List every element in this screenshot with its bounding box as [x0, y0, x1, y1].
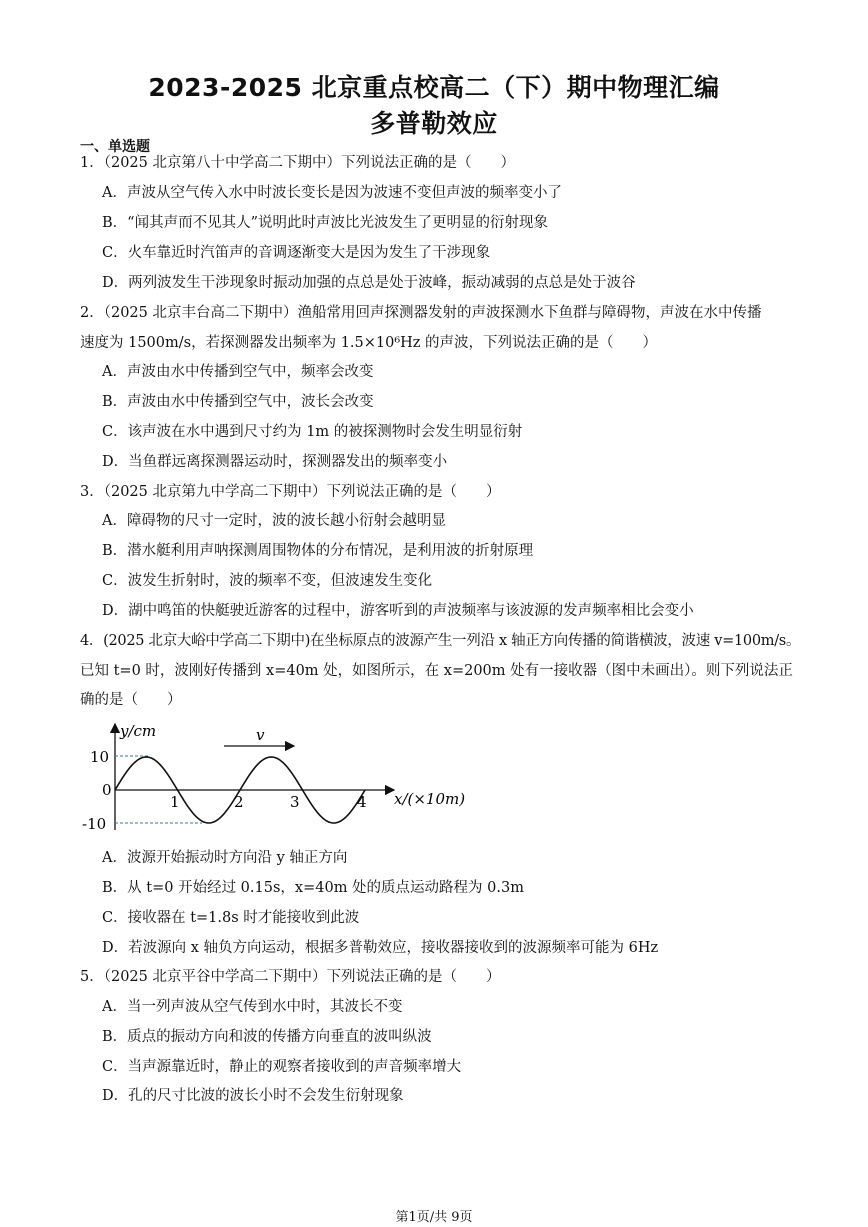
question-1-option-b: B．“闻其声而不见其人”说明此时声波比光波发生了更明显的衍射现象	[102, 215, 548, 231]
question-4-option-c: C．接收器在 t=1.8s 时才能接收到此波	[102, 910, 360, 926]
velocity-label: v	[256, 726, 265, 744]
question-3-stem: 3．（2025 北京第九中学高二下期中）下列说法正确的是（ ）	[80, 484, 501, 500]
question-2-stem-line1: 2．（2025 北京丰台高二下期中）渔船常用回声探测器发射的声波探测水下鱼群与障碍物，声波在水中传播	[80, 305, 762, 321]
question-3-option-d: D．湖中鸣笛的快艇驶近游客的过程中，游客听到的声波频率与该波源的发声频率相比会变小	[102, 603, 694, 619]
question-5-option-c: C．当声源靠近时，静止的观察者接收到的声音频率增大	[102, 1059, 462, 1075]
y-tick-minus-10: -10	[82, 815, 107, 833]
question-3-option-b: B．潜水艇利用声呐探测周围物体的分布情况，是利用波的折射原理	[102, 543, 534, 559]
y-tick-0: 0	[102, 781, 112, 799]
x-axis-label: x/(×10m)	[394, 790, 466, 808]
question-5-option-b: B．质点的振动方向和波的传播方向垂直的波叫纵波	[102, 1029, 432, 1045]
question-4-stem-line2: 已知 t=0 时，波刚好传播到 x=40m 处，如图所示，在 x=200m 处有一接收器（图中未画出）。则下列说法正	[80, 663, 793, 679]
question-4-option-b: B．从 t=0 开始经过 0.15s，x=40m 处的质点运动路程为 0.3m	[102, 880, 524, 896]
question-2-option-b: B．声波由水中传播到空气中，波长会改变	[102, 394, 374, 410]
wave-figure	[76, 718, 476, 833]
question-3-option-a: A．障碍物的尺寸一定时，波的波长越小衍射会越明显	[102, 513, 446, 529]
x-tick-3: 3	[290, 793, 300, 811]
question-5-option-d: D．孔的尺寸比波的波长小时不会发生衍射现象	[102, 1088, 404, 1104]
question-2-option-d: D．当鱼群远离探测器运动时，探测器发出的频率变小	[102, 454, 448, 470]
question-4-option-d: D．若波源向 x 轴负方向运动，根据多普勒效应，接收器接收到的波源频率可能为 6Hz	[102, 940, 659, 956]
question-1-stem: 1．（2025 北京第八十中学高二下期中）下列说法正确的是（ ）	[80, 155, 515, 171]
page-footer: 第1页/共 9页	[395, 1210, 473, 1225]
question-1-option-a: A．声波从空气传入水中时波长变长是因为波速不变但声波的频率变小了	[102, 185, 562, 201]
question-2-option-c: C．该声波在水中遇到尺寸约为 1m 的被探测物时会发生明显衍射	[102, 424, 523, 440]
question-4-stem-line1: 4．(2025 北京大峪中学高二下期中)在坐标原点的波源产生一列沿 x 轴正方向传播的简谐横波，波速 v=100m/s。	[80, 633, 801, 649]
x-tick-4: 4	[357, 793, 367, 811]
page-title-line2: 多普勒效应	[370, 109, 498, 138]
question-5-stem: 5．（2025 北京平谷中学高二下期中）下列说法正确的是（ ）	[80, 969, 501, 985]
section-title: 一、单选题	[80, 139, 150, 155]
question-1-option-c: C．火车靠近时汽笛声的音调逐渐变大是因为发生了干涉现象	[102, 245, 491, 261]
question-1-option-d: D．两列波发生干涉现象时振动加强的点总是处于波峰，振动减弱的点总是处于波谷	[102, 275, 636, 291]
y-tick-10: 10	[90, 748, 110, 766]
question-5-option-a: A．当一列声波从空气传到水中时，其波长不变	[102, 999, 403, 1015]
y-axis-label: y/cm	[120, 722, 157, 740]
x-tick-2: 2	[234, 793, 244, 811]
question-3-option-c: C．波发生折射时，波的频率不变，但波速发生变化	[102, 573, 433, 589]
x-tick-1: 1	[170, 793, 180, 811]
question-4-option-a: A．波源开始振动时方向沿 y 轴正方向	[102, 850, 348, 866]
question-2-option-a: A．声波由水中传播到空气中，频率会改变	[102, 364, 374, 380]
page-title-line1: 2023-2025 北京重点校高二（下）期中物理汇编	[148, 73, 720, 102]
question-2-stem-line2: 速度为 1500m/s，若探测器发出频率为 1.5×10⁶Hz 的声波，下列说法正确的是（ ）	[80, 335, 658, 351]
question-4-stem-line3: 确的是（ ）	[80, 692, 182, 708]
